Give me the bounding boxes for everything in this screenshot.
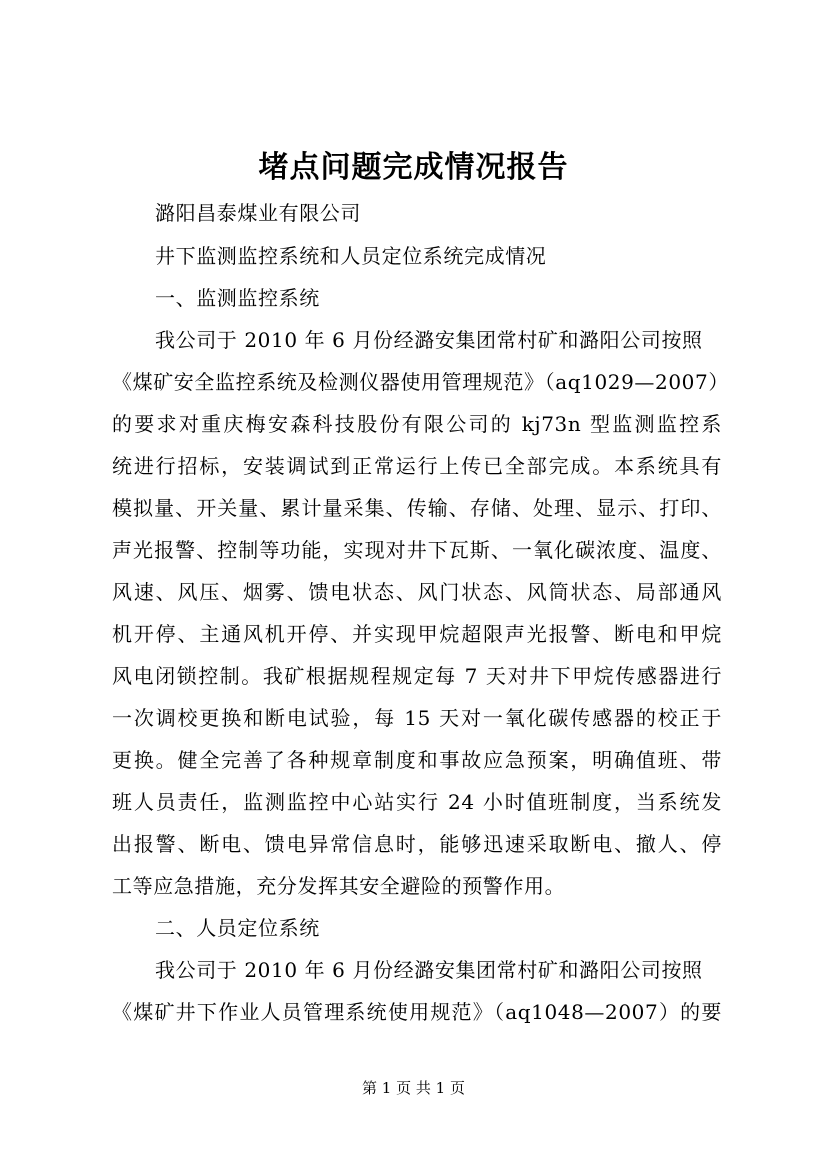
paragraph-line: 更换。健全完善了各种规章制度和事故应急预案，明确值班、带 — [112, 748, 722, 772]
document-title: 堵点问题完成情况报告 — [258, 150, 569, 185]
paragraph-line: 风速、风压、烟雾、馈电状态、风门状态、风筒状态、局部通风 — [112, 580, 722, 604]
paragraph-line: 工等应急措施，充分发挥其安全避险的预警作用。 — [112, 874, 566, 898]
paragraph-line: 班人员责任，监测监控中心站实行 24 小时值班制度，当系统发 — [112, 790, 722, 814]
page-footer: 第 1 页 共 1 页 — [362, 1079, 465, 1097]
paragraph-line: 统进行招标，安装调试到正常运行上传已全部完成。本系统具有 — [112, 454, 722, 478]
company-name: 潞阳昌泰煤业有限公司 — [155, 201, 361, 225]
paragraph-line: 《煤矿安全监控系统及检测仪器使用管理规范》（aq1029—2007） — [112, 370, 729, 394]
section-heading-monitoring: 一、监测监控系统 — [155, 286, 320, 310]
paragraph-line: 一次调校更换和断电试验，每 15 天对一氧化碳传感器的校正于 — [112, 706, 722, 730]
paragraph-line: 的要求对重庆梅安森科技股份有限公司的 kj73n 型监测监控系 — [112, 412, 722, 436]
paragraph-line: 《煤矿井下作业人员管理系统使用规范》（aq1048—2007）的要 — [112, 1000, 722, 1024]
paragraph-line: 声光报警、控制等功能，实现对井下瓦斯、一氧化碳浓度、温度、 — [112, 538, 722, 562]
paragraph-line: 风电闭锁控制。我矿根据规程规定每 7 天对井下甲烷传感器进行 — [112, 664, 722, 688]
paragraph-line: 模拟量、开关量、累计量采集、传输、存储、处理、显示、打印、 — [112, 496, 722, 520]
report-subtitle: 井下监测监控系统和人员定位系统完成情况 — [155, 244, 547, 268]
paragraph-line: 机开停、主通风机开停、并实现甲烷超限声光报警、断电和甲烷 — [112, 622, 722, 646]
paragraph-line: 我公司于 2010 年 6 月份经潞安集团常村矿和潞阳公司按照 — [155, 958, 703, 982]
paragraph-line: 出报警、断电、馈电异常信息时，能够迅速采取断电、撤人、停 — [112, 832, 722, 856]
section-heading-positioning: 二、人员定位系统 — [155, 916, 320, 940]
paragraph-line: 我公司于 2010 年 6 月份经潞安集团常村矿和潞阳公司按照 — [155, 328, 703, 352]
